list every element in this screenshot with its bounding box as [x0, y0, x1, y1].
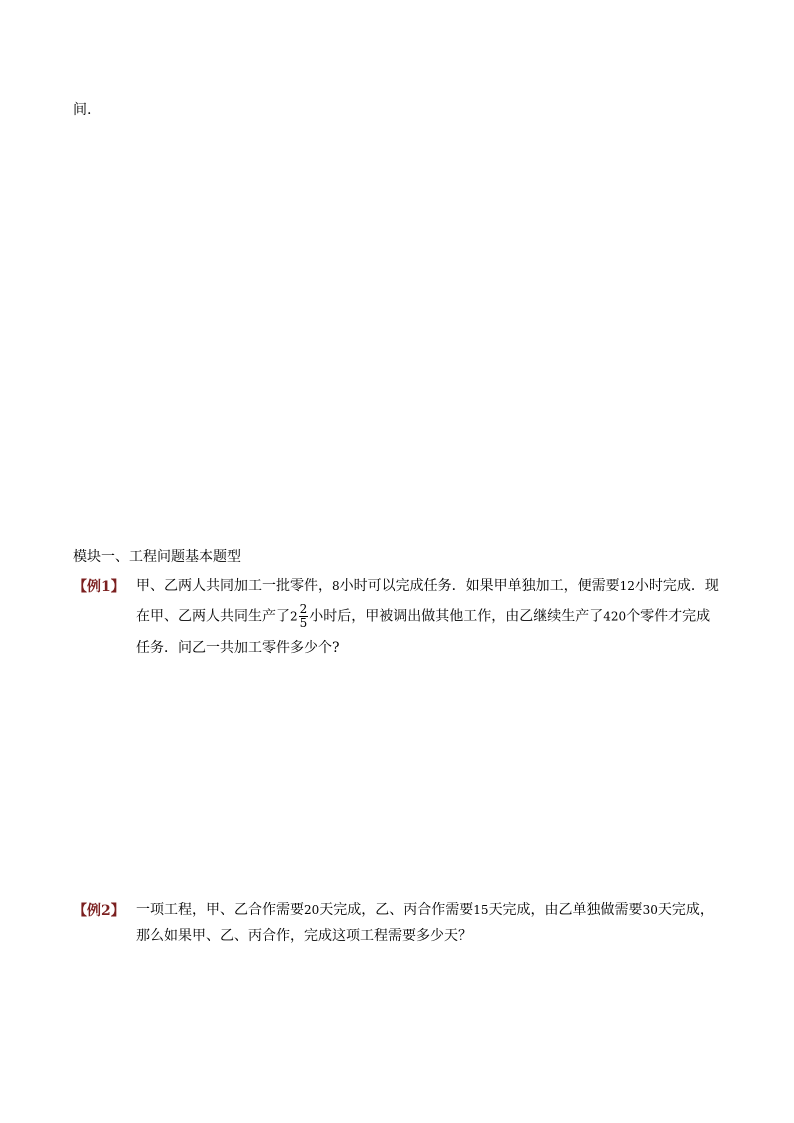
number: 12: [619, 579, 635, 593]
example-2-line-1: [136, 900, 714, 920]
fraction: [299, 603, 309, 630]
example-1-line-1: [136, 576, 719, 596]
example-2-line-2: 那么如果甲、乙、丙合作，完成这项工程需要多少天？: [136, 928, 472, 944]
text: 天完成，乙、丙合作需要: [319, 902, 474, 918]
example-2-tag: 【例2】: [73, 903, 125, 919]
number: 30: [642, 903, 658, 917]
example-1-line-3: 任务．问乙一共加工零件多少个?: [136, 640, 340, 656]
section-title: 模块一、工程问题基本题型: [73, 549, 241, 565]
text: 在甲、乙两人共同生产了: [136, 608, 290, 625]
text: 天完成，: [657, 902, 714, 918]
text: 个零件才完成: [626, 608, 711, 625]
example-1-tag: 【例1】: [73, 579, 125, 595]
text: 小时后，甲被调出做其他工作，由乙继续生产了: [309, 608, 604, 625]
text: 一项工程，甲、乙合作需要: [136, 902, 304, 918]
number: 20: [304, 903, 320, 917]
text: 天完成，由乙单独做需要: [488, 902, 643, 918]
fraction-numerator: 2: [299, 602, 308, 616]
text: 小时可以完成任务．如果甲单独加工，便需要: [339, 578, 620, 594]
text: 小时完成．现: [634, 578, 719, 594]
example-1-line-2: [136, 603, 710, 630]
number: 15: [473, 903, 489, 917]
number: 420: [603, 609, 627, 624]
number: 8: [332, 579, 340, 593]
text: 甲、乙两人共同加工一批零件，: [136, 578, 332, 594]
fraction-denominator: 5: [299, 616, 308, 630]
continued-text: 间.: [73, 102, 92, 118]
mixed-number-integer: 2: [290, 609, 298, 624]
